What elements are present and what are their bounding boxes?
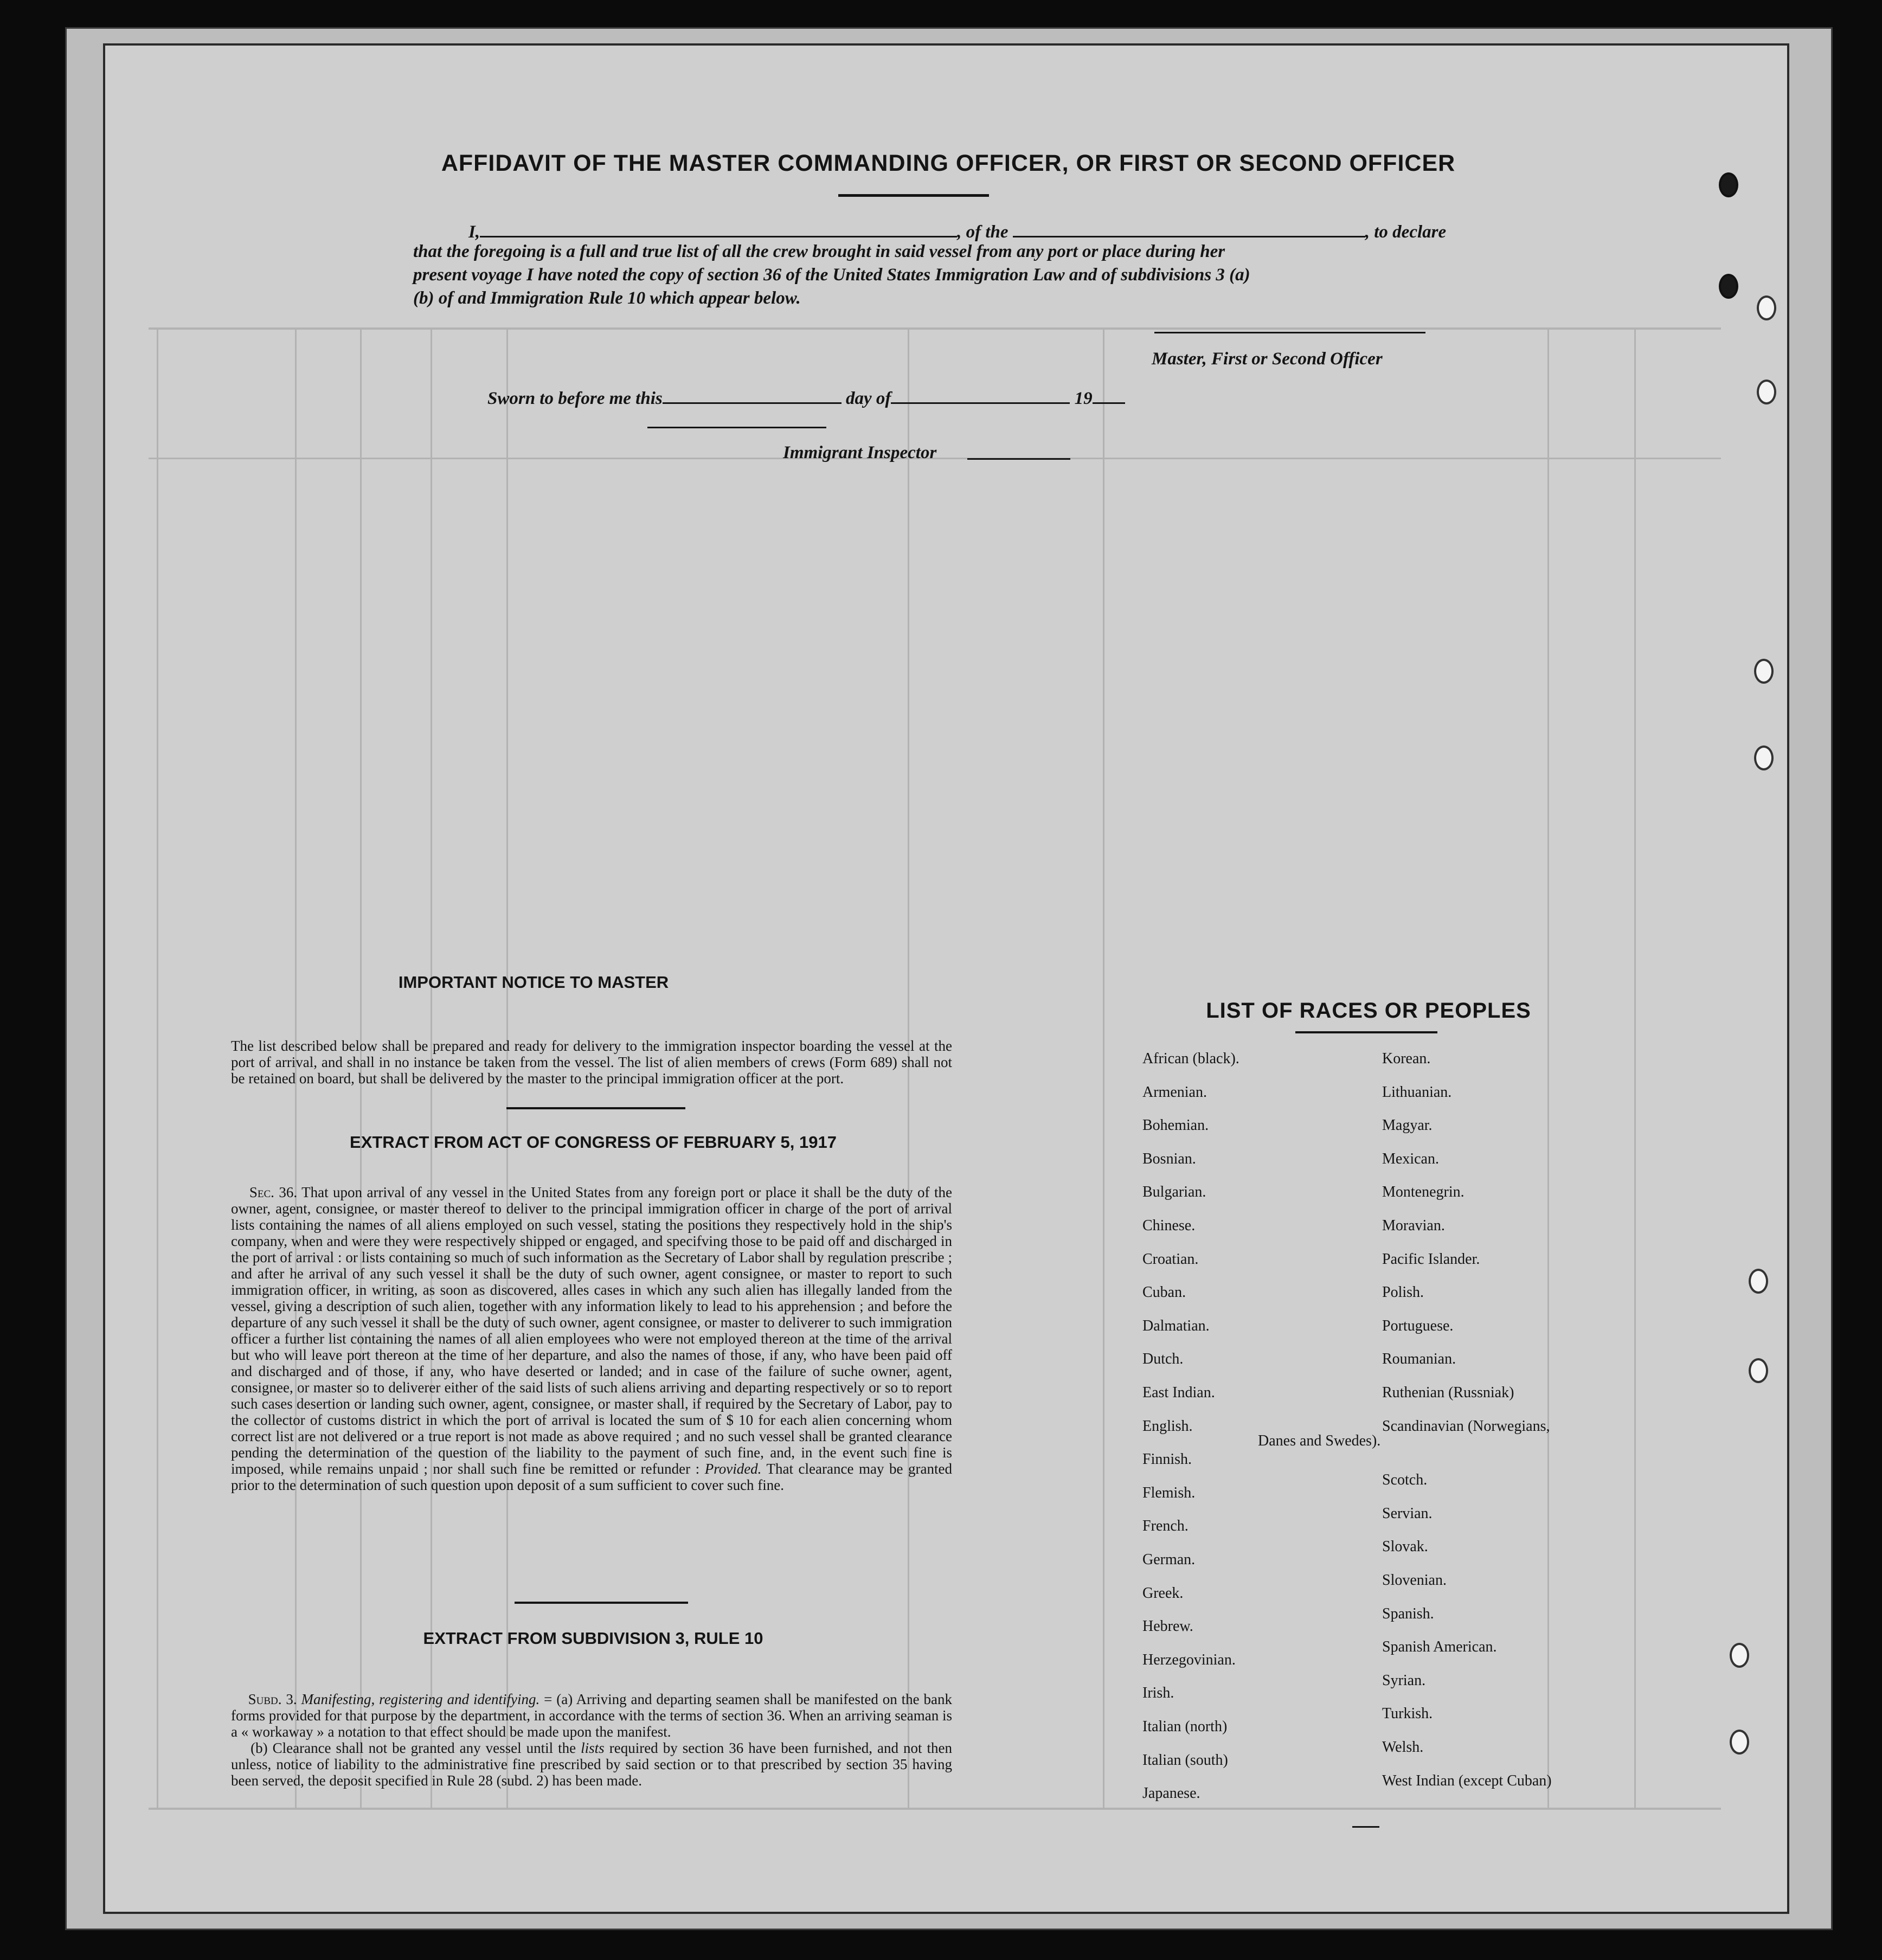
sec-36-label: Sec. 36.	[249, 1184, 298, 1200]
subd-title: Manifesting, registering and identifying.	[301, 1691, 540, 1707]
race-left-item: Dalmatian.	[1142, 1317, 1210, 1334]
binder-hole-icon	[1754, 659, 1774, 684]
act-extract-text-part2: That clearance may be granted prior to the determination of such question upon deposit of a sum sufficient to cover such fine.	[231, 1461, 952, 1493]
signature-label: Master, First or Second Officer	[1152, 349, 1383, 369]
ghost-grid-line	[1103, 327, 1104, 1808]
race-right-item: Slovak.	[1382, 1538, 1428, 1556]
race-left-item: German.	[1142, 1551, 1196, 1568]
race-right-item: Syrian.	[1382, 1672, 1426, 1689]
inspector-label: Immigrant Inspector	[783, 443, 937, 462]
race-left-item: French.	[1142, 1518, 1189, 1535]
rule-para-b-lists: lists	[581, 1740, 605, 1756]
sworn-day-field[interactable]	[663, 384, 842, 404]
ghost-grid-line	[157, 327, 158, 1808]
race-left-item: African (black).	[1142, 1050, 1239, 1067]
ghost-grid-line	[1547, 327, 1549, 1808]
affidavit-text-line-4: (b) of and Immigration Rule 10 which appear below.	[413, 288, 801, 308]
binder-hole-icon	[1754, 746, 1774, 770]
race-right-item: Scotch.	[1382, 1471, 1428, 1489]
sworn-prefix: Sworn to before me this	[487, 389, 663, 408]
declaration-i-label: I,	[468, 222, 480, 242]
race-left-item: Italian (south)	[1142, 1751, 1228, 1769]
binder-hole-icon	[1719, 172, 1738, 197]
sworn-day-of-label: day of	[845, 389, 891, 408]
race-right-item: Korean.	[1382, 1050, 1431, 1067]
declaration-of-the-label: , of the	[957, 222, 1009, 242]
race-left-item: Croatian.	[1142, 1250, 1199, 1268]
vessel-name-field[interactable]	[1013, 218, 1365, 237]
sworn-year-label: 19	[1074, 389, 1093, 408]
notice-body: The list described below shall be prepared and ready for delivery to the immigration inspector boarding the vessel at the port of arrival, and shall in no instance be taken from the vessel. The list of alien members of crews (Form 689) shall not be retained on board, but shall be delivered by the master to the principal immigration officer at the port.	[231, 1038, 952, 1087]
notice-title: IMPORTANT NOTICE TO MASTER	[398, 973, 669, 992]
race-scandinavian-continuation: Danes and Swedes).	[1258, 1432, 1381, 1449]
race-right-item: Spanish American.	[1382, 1638, 1497, 1656]
affidavit-declaration-line	[468, 218, 1553, 242]
act-extract-text-part1: That upon arrival of any vessel in the United States from any foreign port or place it shall be the duty of the owner, agent, consignee, or master thereof to deliver to the principal immigration officer in charge of the port of arrival lists containing the names of all aliens employed on such vessel, stating the positions they respectively hold in the ship's company, when and were they were respectively shipped or engaged, and specifving those to be paid off and discharged in the port of arrival : or lists containing so much of such information as the Secretary of Labor shall by regulation prescribe ; and after he arrival of any such vessel it shall be the duty of such owner, agent consignee, or master to report to such immigration officer, in writing, as soon as discovered, alles cases in which any such alien has illegally landed from the vessel, giving a description of such alien, together with any information likely to lead to his apprehension ; and before the departure of any such vessel it shall be the duty of such owner, agent consignee, or master to deliverer to such immigration officer a further list containing the names of all alien employees who were not employed thereon at the time of the arrival but who will leave port thereon at the time of her departure, and also the names of those, if any, who have been paid off and discharged and of those, if any, who have deserted or landed; and in case of the failure of suche owner, agent, consignee, or master so to deliverer either of the said lists of such aliens arriving and departing respectively or so to report such cases desertion or landing such owner, agent, consignee, or master shall, if required by the Secretary of Labor, pay to the collector of customs district in which the port of arrival is located the sum of $ 10 for each alien concerning whom correct list are not delivered or a true report is not made as above required ; and no such vessel shall be granted clearance pending the determination of the question of the liability to the payment of such fine, and, in the event such fine is imposed, while remains unpaid ; nor shall such fine be remitted or refunder :	[231, 1184, 952, 1477]
races-title-divider	[1295, 1031, 1437, 1033]
race-left-item: Japanese.	[1142, 1785, 1200, 1802]
affidavit-text-line-2: that the foregoing is a full and true list of all the crew brought in said vessel from any port or place during her	[413, 242, 1225, 261]
race-left-item: East Indian.	[1142, 1384, 1215, 1401]
binder-hole-icon	[1757, 380, 1776, 404]
race-left-item: Dutch.	[1142, 1351, 1184, 1368]
binder-hole-icon	[1757, 295, 1776, 320]
binder-hole-icon	[1719, 274, 1738, 299]
provided-label: Provided.	[704, 1461, 762, 1477]
race-left-item: Cuban.	[1142, 1284, 1186, 1301]
rule-extract-body	[231, 1691, 952, 1789]
race-right-item: Turkish.	[1382, 1705, 1433, 1723]
act-extract-divider	[515, 1602, 688, 1604]
inspector-signature-line[interactable]	[647, 427, 826, 428]
race-right-item: Scandinavian (Norwegians,	[1382, 1417, 1550, 1435]
rule-extract-title: EXTRACT FROM SUBDIVISION 3, RULE 10	[423, 1629, 763, 1648]
signature-line[interactable]	[1154, 332, 1425, 333]
race-left-item: Bohemian.	[1142, 1117, 1209, 1134]
race-right-item: Mexican.	[1382, 1150, 1439, 1167]
race-right-item: Lithuanian.	[1382, 1083, 1452, 1101]
notice-divider	[506, 1107, 685, 1109]
declaration-to-declare-label: , to declare	[1365, 222, 1447, 242]
rule-para-b-rest: required by section 36 have been furnished, and not then unless, notice of liability to the administrative fine prescribed by said section or to that prescribed by section 35 having been served, the deposit specified in Rule 28 (subd. 2) has been made.	[231, 1740, 953, 1789]
subd-3-label: Subd. 3.	[248, 1691, 297, 1707]
race-right-item: Ruthenian (Russniak)	[1382, 1384, 1514, 1401]
race-left-item: Bosnian.	[1142, 1150, 1196, 1167]
ghost-grid-line	[1634, 327, 1636, 1808]
race-right-item: Portuguese.	[1382, 1317, 1454, 1334]
officer-name-field[interactable]	[480, 218, 957, 237]
race-left-item: Chinese.	[1142, 1217, 1196, 1234]
race-left-item: English.	[1142, 1417, 1193, 1435]
race-right-item: Magyar.	[1382, 1117, 1433, 1134]
sworn-month-field[interactable]	[891, 384, 1070, 404]
race-left-item: Herzegovinian.	[1142, 1651, 1236, 1668]
race-left-item: Bulgarian.	[1142, 1184, 1206, 1201]
race-left-item: Italian (north)	[1142, 1718, 1228, 1735]
race-left-item: Armenian.	[1142, 1083, 1207, 1101]
inspector-underline	[967, 458, 1070, 460]
binder-hole-icon	[1749, 1269, 1768, 1294]
race-left-item: Irish.	[1142, 1685, 1174, 1702]
binder-hole-icon	[1730, 1643, 1749, 1668]
binder-hole-icon	[1730, 1730, 1749, 1755]
race-right-item: Slovenian.	[1382, 1572, 1447, 1589]
race-right-item: Servian.	[1382, 1505, 1433, 1522]
race-right-item: Spanish.	[1382, 1605, 1434, 1622]
race-right-item: Moravian.	[1382, 1217, 1445, 1234]
race-right-item: Montenegrin.	[1382, 1184, 1465, 1201]
affidavit-title: AFFIDAVIT OF THE MASTER COMMANDING OFFICER, OR FIRST OR SECOND OFFICER	[441, 150, 1456, 176]
title-divider	[838, 194, 989, 197]
race-right-item: West Indian (except Cuban)	[1382, 1772, 1552, 1789]
race-left-item: Finnish.	[1142, 1451, 1192, 1468]
rule-para-a: = (a) Arriving and departing seamen shall be manifested on the bank forms provided for that purpose by the department, in accordance with the terms of section 36. When an arriving seaman is a « workaway » a notation to that effect should be made upon the manifest.	[231, 1691, 953, 1740]
race-left-item: Flemish.	[1142, 1484, 1196, 1501]
rule-para-b-start: (b) Clearance shall not be granted any vessel until the	[250, 1740, 576, 1756]
race-right-item: Welsh.	[1382, 1739, 1424, 1756]
affidavit-form-page	[103, 43, 1789, 1914]
races-title: LIST OF RACES OR PEOPLES	[1206, 999, 1531, 1023]
race-left-item: Greek.	[1142, 1584, 1184, 1602]
race-right-item: Polish.	[1382, 1284, 1424, 1301]
race-right-item: Pacific Islander.	[1382, 1250, 1480, 1268]
affidavit-text-line-3: present voyage I have noted the copy of section 36 of the United States Immigration Law and of subdivisions 3 (a)	[413, 265, 1250, 285]
act-extract-title: EXTRACT FROM ACT OF CONGRESS OF FEBRUARY 5, 1917	[350, 1133, 837, 1152]
race-right-item: Roumanian.	[1382, 1351, 1456, 1368]
act-extract-body	[231, 1184, 952, 1493]
ghost-grid-line	[149, 1808, 1721, 1810]
sworn-year-field[interactable]	[1093, 384, 1125, 404]
race-left-item: Hebrew.	[1142, 1618, 1193, 1635]
sworn-line	[487, 384, 1125, 409]
ghost-grid-line	[149, 327, 1721, 330]
binder-hole-icon	[1749, 1358, 1768, 1383]
west-indian-leader	[1352, 1826, 1379, 1828]
